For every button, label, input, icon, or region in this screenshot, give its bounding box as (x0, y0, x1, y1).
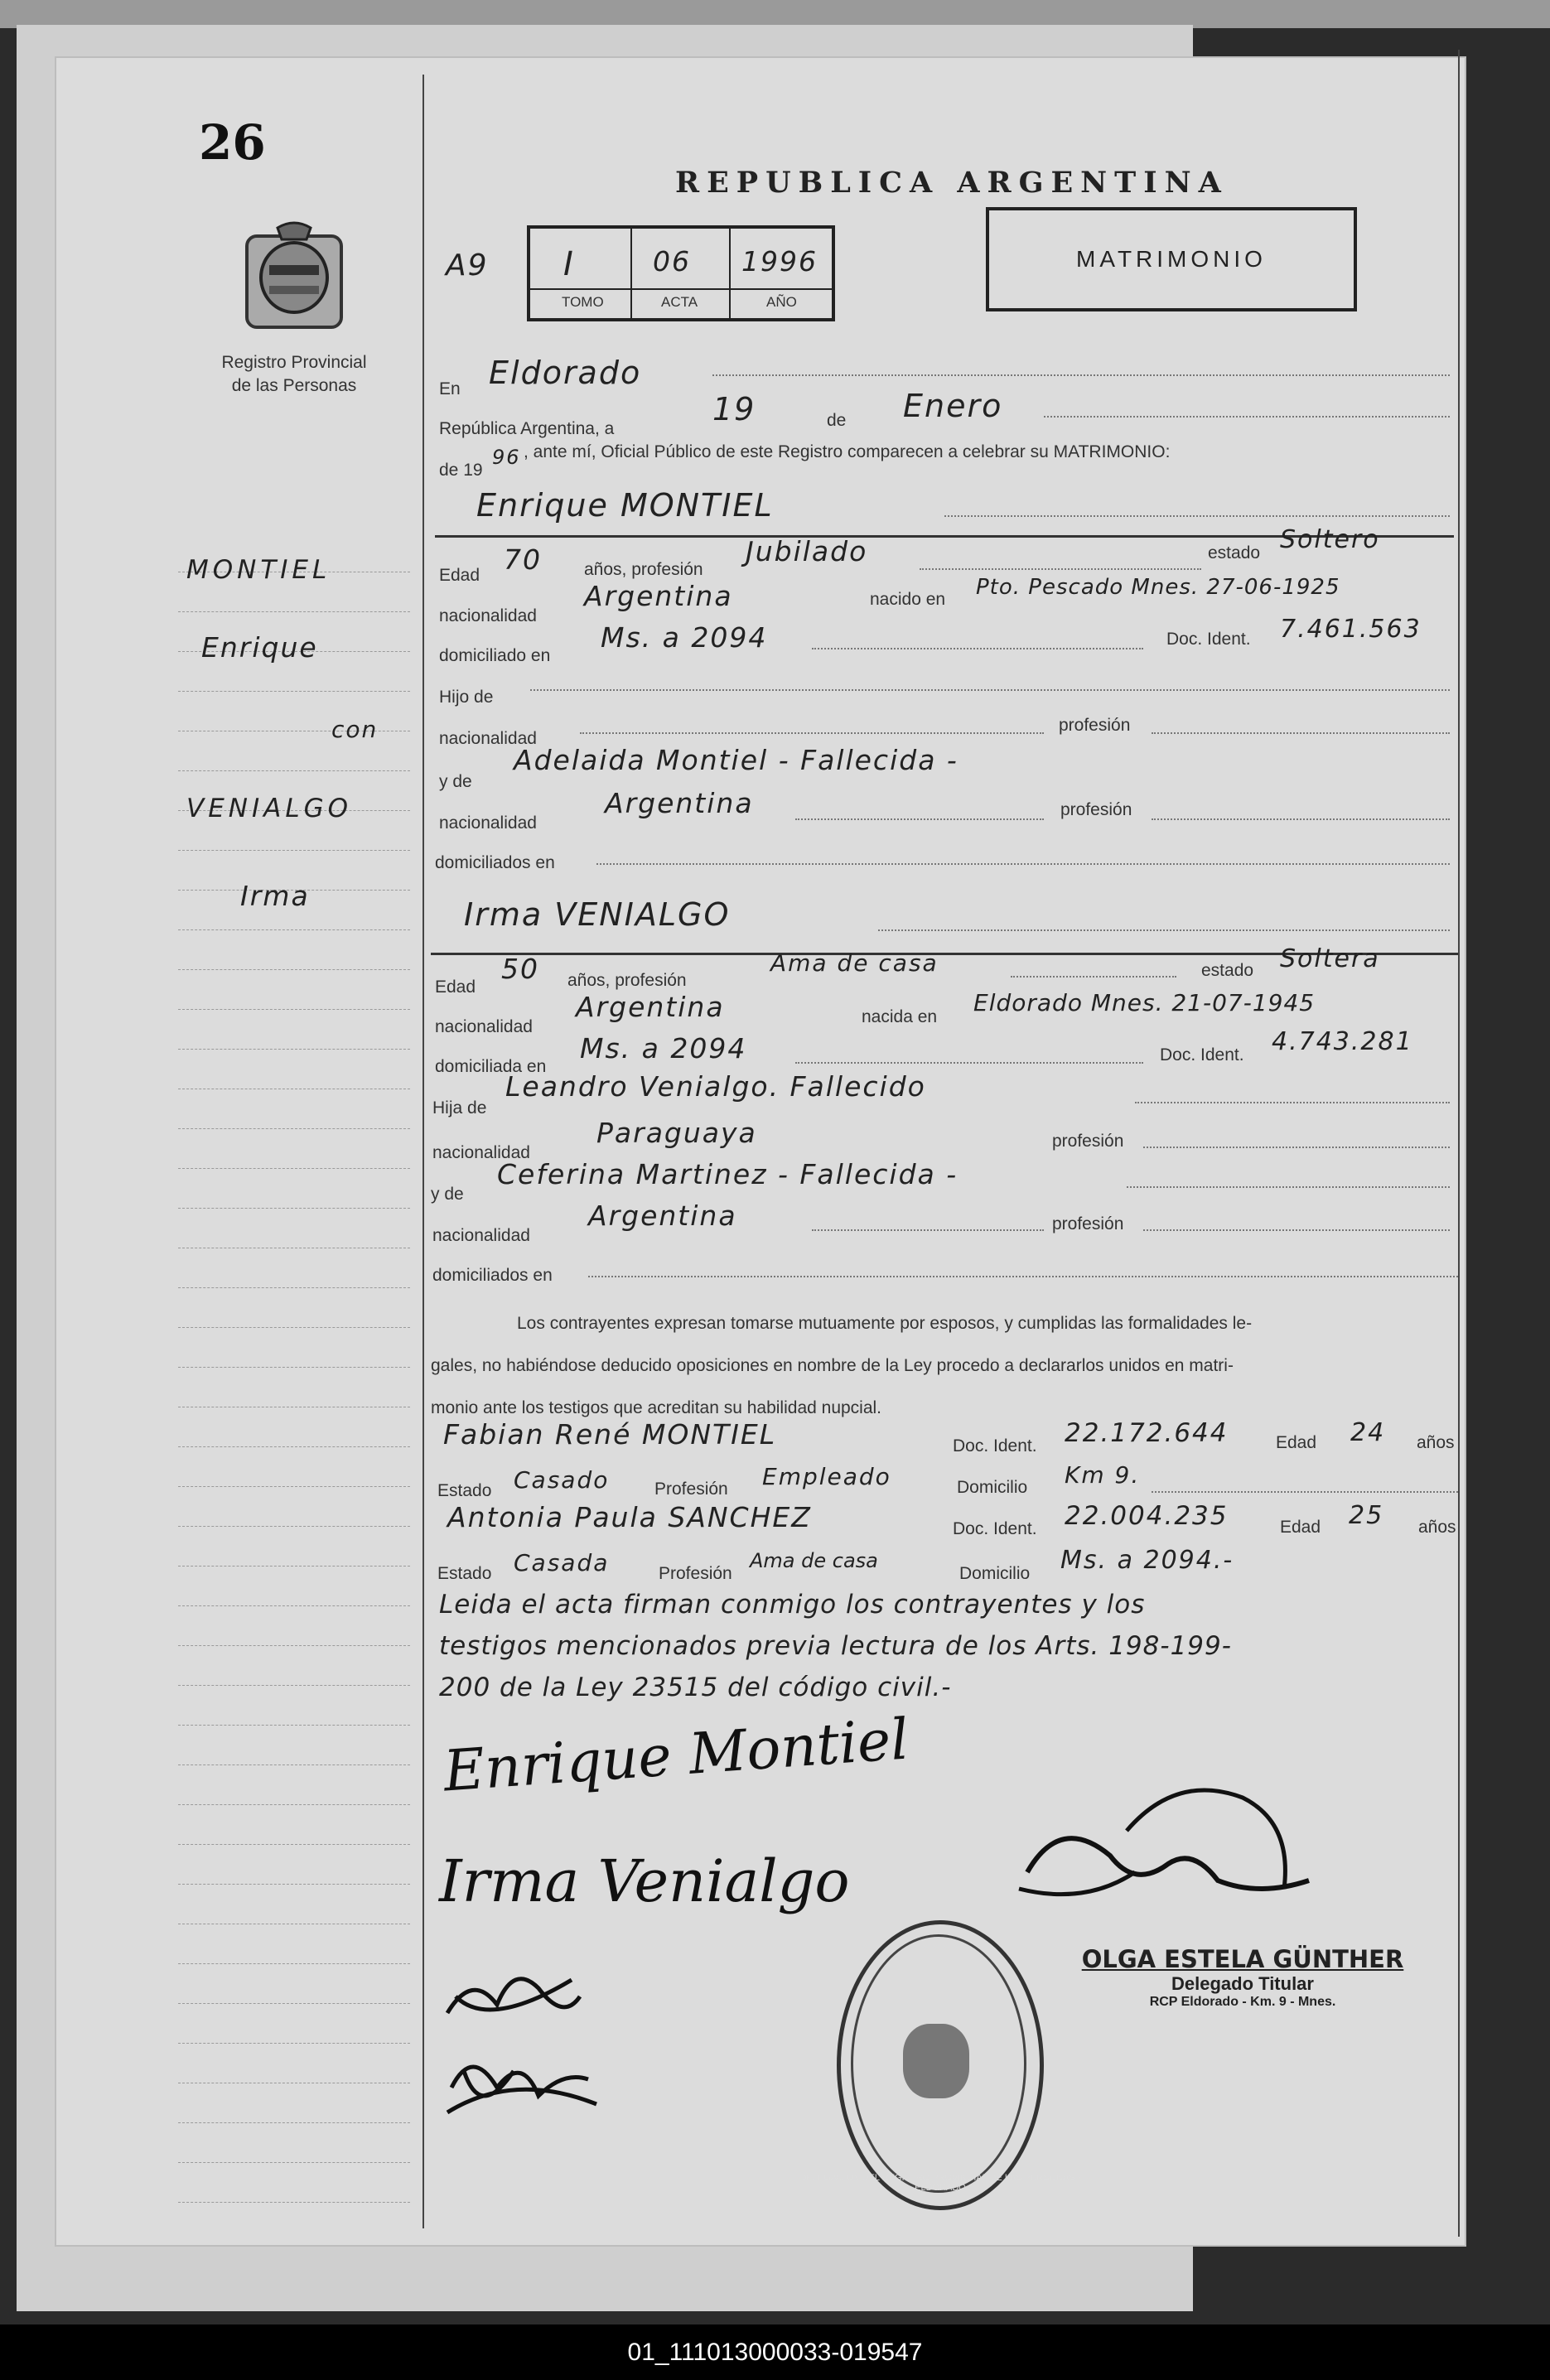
rule (1152, 732, 1450, 734)
rule (580, 732, 1044, 734)
groom-madre: Adelaida Montiel - Fallecida - (514, 744, 958, 776)
margin-rule (178, 770, 410, 771)
y-de-label: y de (439, 772, 472, 791)
bride-edad: 50 (501, 953, 539, 985)
anios-label: años (1417, 1433, 1455, 1452)
witness1-name: Fabian René MONTIEL (443, 1418, 777, 1451)
intro-text: , ante mí, Oficial Público de este Registro comparecen a celebrar su MATRIMONIO: (524, 442, 1171, 461)
profesion-label: años, profesión (584, 560, 703, 579)
groom-profesion: Jubilado (746, 535, 868, 567)
groom-estado: Soltero (1280, 525, 1380, 554)
margin-rule (178, 1685, 410, 1686)
doc-label: Doc. Ident. (1160, 1045, 1244, 1064)
edad-label: Edad (1276, 1433, 1317, 1452)
witness1-profesion: Empleado (762, 1463, 891, 1490)
witness1-doc: 22.172.644 (1065, 1418, 1229, 1448)
edad-label: Edad (439, 566, 480, 585)
bride-padre-nac: Paraguaya (596, 1117, 757, 1149)
official-title: Delegado Titular (1171, 1973, 1314, 1994)
registry-line2: de las Personas (231, 376, 357, 395)
margin-rule (178, 691, 410, 692)
margin-rule (178, 611, 410, 612)
de-label: de (827, 411, 847, 430)
nacido-label: nacido en (870, 590, 946, 609)
rule (1044, 416, 1450, 418)
domicilio-label: Domicilio (959, 1564, 1031, 1583)
bride-padre: Leandro Venialgo. Fallecido (505, 1070, 926, 1103)
rule (596, 863, 1450, 865)
witness1-domicilio: Km 9. (1065, 1461, 1141, 1489)
hija-label: Hija de (432, 1098, 487, 1118)
bride-signature: Irma Venialgo (439, 1847, 850, 1915)
document-id: 01_111013000033-019547 (0, 2324, 1550, 2380)
margin-rule (178, 1566, 410, 1567)
rule (1135, 1102, 1450, 1103)
domicilio-label: Domicilio (957, 1478, 1028, 1497)
doc-label: Doc. Ident. (953, 1519, 1037, 1538)
day: 19 (712, 391, 756, 427)
margin-name2: Irma (240, 880, 310, 912)
margin-rule (178, 1804, 410, 1805)
rule (812, 648, 1143, 649)
official-name: OLGA ESTELA GÜNTHER (1081, 1945, 1404, 1973)
rule (1127, 1186, 1450, 1188)
month: Enero (903, 388, 1003, 424)
rule (530, 689, 1450, 691)
declaration-line2: gales, no habiéndose deducido oposiciones en nombre de la Ley procedo a declararlos unidos en matri- (431, 1356, 1234, 1375)
declaration (431, 1302, 1458, 1429)
closing-line2: testigos mencionados previa lectura de los Arts. 198-199- (439, 1631, 1232, 1661)
coat-of-arms-icon (240, 220, 348, 336)
record-prefix: A9 (446, 249, 489, 282)
nacionalidad-label: nacionalidad (432, 1143, 530, 1162)
margin-rule (178, 1725, 410, 1726)
groom-name: Enrique MONTIEL (476, 487, 774, 524)
margin-rule (178, 1645, 410, 1646)
profesion-label: Profesión (654, 1480, 728, 1499)
bride-madre-nac: Argentina (588, 1200, 737, 1232)
margin-rule (178, 1844, 410, 1845)
witness1-edad: 24 (1350, 1418, 1386, 1447)
groom-domicilio: Ms. a 2094 (601, 621, 768, 654)
margin-rule (178, 1367, 410, 1368)
page-number: 26 (199, 114, 266, 171)
groom-madre-nac: Argentina (605, 787, 754, 819)
margin-rule (178, 2003, 410, 2004)
closing-line3: 200 de la Ley 23515 del código civil.- (439, 1673, 952, 1702)
witness2-doc: 22.004.235 (1065, 1501, 1229, 1531)
estado-label: Estado (437, 1564, 492, 1583)
margin-divider (423, 75, 424, 2228)
margin-rule (178, 850, 410, 851)
groom-doc: 7.461.563 (1280, 615, 1422, 644)
bride-estado: Soltera (1280, 944, 1380, 973)
margin-rule (178, 2162, 410, 2163)
rule (588, 1276, 1458, 1277)
margin-rule (178, 1963, 410, 1964)
en-label: En (439, 379, 461, 398)
margin-rule (178, 1009, 410, 1010)
rule (712, 374, 1450, 376)
rule (1143, 1229, 1450, 1231)
tomo-label: TOMO (562, 294, 604, 310)
estado-label: Estado (437, 1481, 492, 1500)
bride-domicilio: Ms. a 2094 (580, 1032, 747, 1064)
groom-signature: Enrique Montiel (441, 1707, 911, 1805)
margin-rule (178, 1605, 410, 1606)
acta-value: 06 (653, 245, 691, 278)
bride-nacionalidad: Argentina (576, 991, 725, 1023)
margin-rule (178, 1486, 410, 1487)
registry-seal (799, 1920, 1081, 2210)
witness2-edad: 25 (1349, 1501, 1384, 1530)
bride-nacida: Eldorado Mnes. 21-07-1945 (973, 989, 1316, 1016)
country-title: REPUBLICA ARGENTINA (675, 166, 1229, 200)
rule (1152, 1491, 1458, 1493)
nacida-label: nacida en (862, 1007, 938, 1026)
margin-rule (178, 929, 410, 930)
profesion-label: profesión (1060, 800, 1132, 819)
rule (920, 568, 1201, 570)
bride-madre: Ceferina Martinez - Fallecida - (497, 1158, 958, 1190)
declaration-line1: Los contrayentes expresan tomarse mutuamente por esposos, y cumplidas las formalidades le- (517, 1314, 1253, 1333)
republic-label: República Argentina, a (439, 419, 615, 438)
doc-label: Doc. Ident. (953, 1436, 1037, 1456)
place: Eldorado (489, 355, 642, 391)
tomo-value: I (563, 245, 575, 283)
profesion-label: profesión (1059, 716, 1131, 735)
margin-rule (178, 1764, 410, 1765)
seal-text: DELEGACION DEL REGISTRO PROVINCIAL DE LAS PERSONAS · ELDORADO (799, 2173, 1081, 2193)
estado-label: estado (1201, 961, 1254, 980)
doc-label: Doc. Ident. (1166, 630, 1251, 649)
act-type: MATRIMONIO (1076, 246, 1267, 272)
registry-line1: Registro Provincial (221, 353, 367, 372)
official-office: RCP Eldorado - Km. 9 - Mnes. (1149, 1995, 1336, 2009)
witness2-estado: Casada (514, 1549, 610, 1576)
rule (878, 929, 1450, 931)
profesion-label: profesión (1052, 1214, 1124, 1233)
margin-name1: Enrique (201, 631, 318, 664)
act-type-box (986, 207, 1357, 311)
rule (1152, 818, 1450, 820)
margin-rule (178, 1049, 410, 1050)
rule (812, 1229, 1044, 1231)
margin-surname2: VENIALGO (186, 794, 353, 823)
groom-nacionalidad: Argentina (584, 580, 733, 612)
nacionalidad-label: nacionalidad (432, 1226, 530, 1245)
margin-rule (178, 1287, 410, 1288)
nacionalidad-label: nacionalidad (435, 1017, 533, 1036)
margin-con: con (331, 716, 379, 743)
witness-signatures (439, 1947, 605, 2150)
margin-rule (178, 2122, 410, 2123)
groom-nacido: Pto. Pescado Mnes. 27-06-1925 (976, 575, 1340, 600)
edad-label: Edad (1280, 1518, 1321, 1537)
edad-label: Edad (435, 978, 476, 997)
margin-rule (178, 1327, 410, 1328)
margin-rule (178, 1526, 410, 1527)
registry-name (191, 351, 398, 398)
margin-rule (178, 1446, 410, 1447)
margin-rule (178, 2043, 410, 2044)
declaration-line3: monio ante los testigos que acreditan su habilidad nupcial. (431, 1398, 882, 1417)
margin-rule (178, 1168, 410, 1169)
year-label: de 19 (439, 461, 483, 480)
bride-doc: 4.743.281 (1272, 1027, 1413, 1056)
margin-rule (178, 1208, 410, 1209)
profesion-label: años, profesión (567, 971, 687, 990)
anios-label: años (1418, 1518, 1456, 1537)
groom-edad: 70 (504, 543, 542, 576)
record-box (527, 225, 835, 321)
bride-profesion: Ama de casa (770, 949, 939, 977)
nacionalidad-label: nacionalidad (439, 729, 537, 748)
rule (795, 818, 1044, 820)
domiciliados-label: domiciliados en (432, 1266, 553, 1285)
witness2-name: Antonia Paula SANCHEZ (447, 1501, 812, 1533)
domiciliada-label: domiciliada en (435, 1057, 547, 1076)
closing-text (439, 1584, 1232, 1708)
domiciliado-label: domiciliado en (439, 646, 551, 665)
page-edge-top (0, 0, 1550, 28)
official-signature (1011, 1781, 1325, 1943)
profesion-label: profesión (1052, 1132, 1124, 1151)
official-stamp (1081, 1945, 1404, 2010)
bride-name: Irma VENIALGO (464, 896, 731, 933)
nacionalidad-label: nacionalidad (439, 606, 537, 625)
margin-rule (178, 2202, 410, 2203)
anio-label: AÑO (766, 294, 797, 310)
margin-rule (178, 969, 410, 970)
acta-label: ACTA (661, 294, 698, 310)
hijo-label: Hijo de (439, 688, 494, 707)
rule (1143, 1147, 1450, 1148)
margin-rule (178, 1128, 410, 1129)
witness1-estado: Casado (514, 1466, 610, 1494)
witness2-profesion: Ama de casa (750, 1549, 878, 1572)
margin-rule (178, 1884, 410, 1885)
anio-value: 1996 (741, 245, 818, 278)
rule (944, 515, 1450, 517)
domiciliados-label: domiciliados en (435, 853, 555, 872)
nacionalidad-label: nacionalidad (439, 813, 537, 833)
right-border (1458, 50, 1460, 2237)
profesion-label: Profesión (659, 1564, 732, 1583)
margin-surname1: MONTIEL (186, 555, 331, 585)
estado-label: estado (1208, 543, 1261, 562)
rule (1011, 976, 1176, 978)
witness2-domicilio: Ms. a 2094.- (1060, 1546, 1234, 1575)
rule (795, 1062, 1143, 1064)
seal-emblem-icon (903, 2024, 969, 2098)
closing-line1: Leida el acta firman conmigo los contrayentes y los (439, 1590, 1146, 1620)
y-de-label: y de (431, 1185, 464, 1204)
year-hand: 96 (492, 446, 521, 469)
